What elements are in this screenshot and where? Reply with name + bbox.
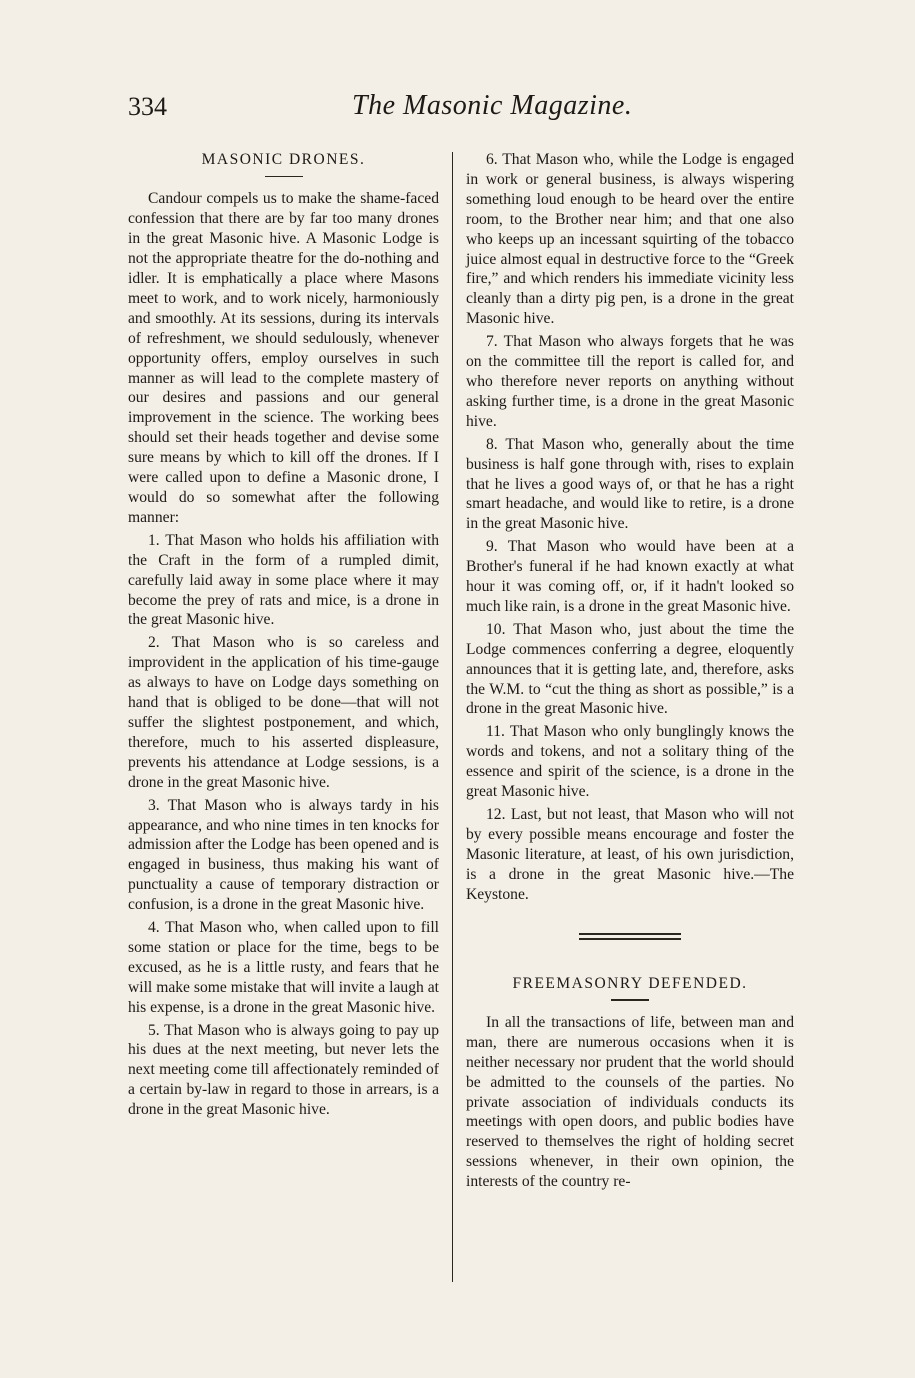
list-item: 7. That Mason who always forgets that he was on the committee till the report is called for, and who therefore never reports on anything without asking further time, is a drone in the great Masonic hive. <box>466 333 794 430</box>
list-item: 9. That Mason who would have been at a Brother's funeral if he had known exactly at what hour it was coming off, or, if it hadn't looked so much like rain, is a drone in the great Masonic hive. <box>466 538 794 615</box>
list-item: 3. That Mason who is always tardy in his appearance, and who nine times in ten knocks for admission after the Lodge has been opened and is engaged in business, thus making his want of punctuality a cause of temporary distraction or confusion, is a drone in the great Masonic hive. <box>128 796 439 914</box>
left-column <box>128 150 439 1120</box>
title-underline <box>611 999 649 1001</box>
column-divider <box>452 152 453 1282</box>
page-header <box>128 92 778 126</box>
list-item: 6. That Mason who, while the Lodge is engaged in work or general business, is always wispering something loud enough to be heard over the entire room, to the Brother near him; and that one also who keeps up an incessant squirting of the tobacco juice almost equal in destructive force to the “Greek fire,” and which renders his immediate vicinity less cleanly than a dirty pig pen, is a drone in the great Masonic hive. <box>466 151 794 328</box>
right-column <box>466 150 794 1192</box>
list-item: 4. That Mason who, when called upon to fill some station or place for the time, begs to be excused, as he is a little rusty, and fears that he will make some mistake that will invite a laugh at his expense, is a drone in the great Masonic hive. <box>128 919 439 1016</box>
list-item: 8. That Mason who, generally about the time business is half gone through with, rises to explain that he lives a good ways of, or that he has a right smart headache, and would like to retire, is a drone in the great Masonic hive. <box>466 435 794 533</box>
list-item: 2. That Mason who is so careless and improvident in the application of his time-gauge as always to have on Lodge days something on hand that is obliged to be done—that will not suffer the slightest postponement, and which, therefore, much to his asserted displeasure, prevents his attendance at Lodge sessions, is a drone in the great Masonic hive. <box>128 634 439 791</box>
list-item: 5. That Mason who is always going to pay up his dues at the next meeting, but never lets the next meeting come till affectionately reminded of a certain by-law in regard to those in arrears, is a drone in the great Masonic hive. <box>128 1021 439 1119</box>
page-number: 334 <box>128 92 167 121</box>
article-title-masonic-drones: MASONIC DRONES. <box>201 151 366 168</box>
article-body: In all the transactions of life, between man and man, there are numerous occasions when it is neither necessary nor prudent that the world should be admitted to the counsels of the parties. No private association of individuals conducts its meetings with open doors, and public bodies have reserved to themselves the right of holding secret sessions whenever, in their own opinion, the interests of the country re- <box>466 1013 794 1191</box>
article-intro: Candour compels us to make the shame-faced confession that there are by far too many drones in the great Masonic hive. A Masonic Lodge is not the appropriate theatre for the do-nothing and idler. It is emphatically a place where Masons meet to work, and to work nicely, harmoniously and smoothly. At its sessions, during its intervals of refreshment, we should sedulously, whenever opportunity offers, employ ourselves in such manner as will lead to the complete mastery of our desires and passions and our general improvement in the science. The working bees should set their heads together and devise some sure means by which to kill off the drones. If I were called upon to define a Masonic drone, I would do so somewhat after the following manner: <box>128 190 439 526</box>
list-item: 12. Last, but not least, that Mason who will not by every possible means encourage and foster the Masonic literature, at least, of his own jurisdiction, is a drone in the great Masonic hive.—The Keystone. <box>466 806 794 903</box>
article-title-freemasonry-defended: FREEMASONRY DEFENDED. <box>512 974 748 992</box>
running-title: The Masonic Magazine. <box>352 90 633 121</box>
list-item: 1. That Mason who holds his affiliation with the Craft in the form of a rumpled dimit, carefully laid away in some place where it may become the prey of rats and mice, is a drone in the great Masonic hive. <box>128 531 439 629</box>
section-separator <box>579 933 681 940</box>
list-item: 10. That Mason who, just about the time the Lodge commences conferring a degree, eloquently announces that it is getting late, and, therefore, asks the W.M. to “cut the thing as short as possible,” is a drone in the great Masonic hive. <box>466 620 794 718</box>
title-underline <box>265 176 303 178</box>
list-item: 11. That Mason who only bunglingly knows the words and tokens, and not a solitary thing of the essence and spirit of the science, is a drone in the great Masonic hive. <box>466 723 794 801</box>
